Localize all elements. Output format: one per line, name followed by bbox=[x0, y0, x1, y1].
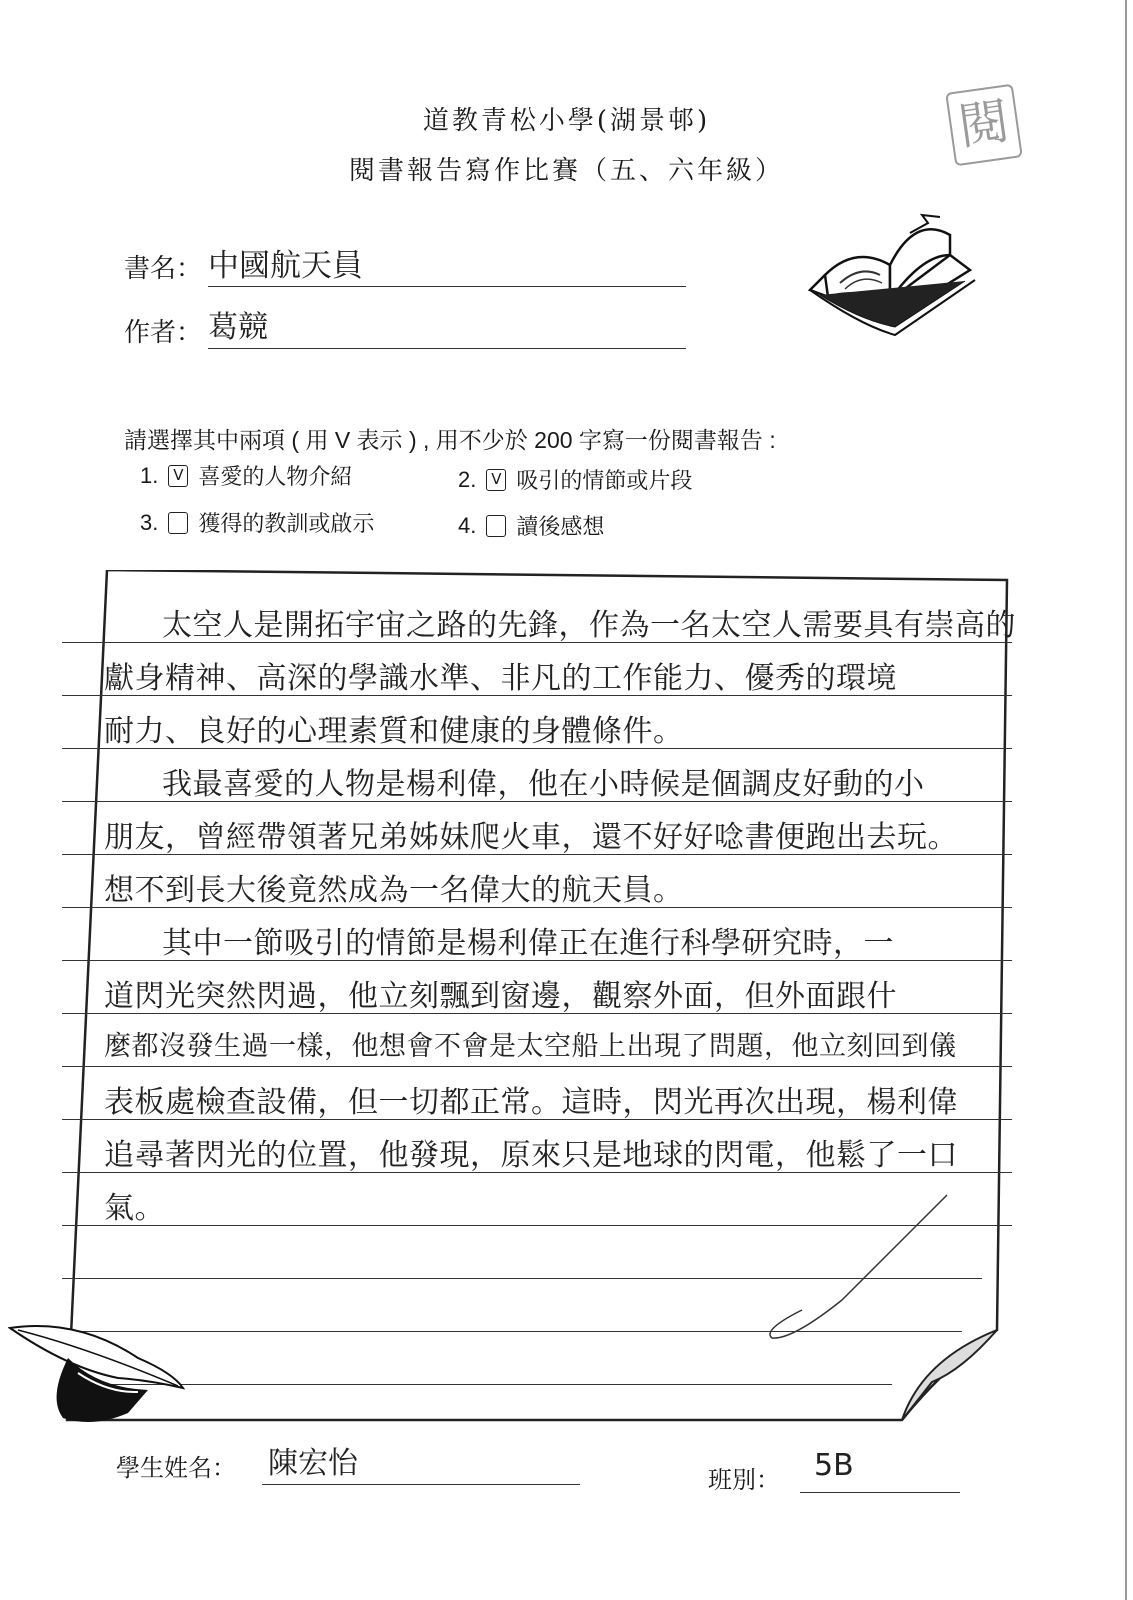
report-line-4: 我最喜愛的人物是楊利偉，他在小時候是個調皮好動的小 bbox=[162, 767, 925, 802]
report-line-7: 其中一節吸引的情節是楊利偉正在進行科學研究時，一 bbox=[162, 926, 894, 961]
quill-pen-icon bbox=[8, 1318, 188, 1428]
report-line-5: 朋友，曾經帶領著兄弟姊妹爬火車，還不好好唸書便跑出去玩。 bbox=[104, 820, 958, 855]
class-label: 班別： bbox=[708, 1466, 780, 1494]
report-line-11: 追尋著閃光的位置，他發現，原來只是地球的閃電，他鬆了一口 bbox=[104, 1138, 958, 1173]
report-line-8: 道閃光突然閃過，他立刻飄到窗邊，觀察外面，但外面跟什 bbox=[104, 979, 897, 1014]
book-title-text: 中國航天員 bbox=[208, 248, 363, 284]
book-title-value bbox=[208, 240, 686, 287]
student-name-label: 學生姓名： bbox=[116, 1454, 236, 1482]
report-line-9: 麼都沒發生過一樣，他想會不會是太空船上出現了問題，他立刻回到儀 bbox=[104, 1031, 957, 1062]
option-number: 2. bbox=[458, 466, 477, 492]
option-2 bbox=[458, 464, 692, 495]
option-number: 1. bbox=[140, 462, 159, 488]
class-text: 5B bbox=[814, 1448, 854, 1483]
read-stamp: 閱 bbox=[945, 84, 1023, 167]
student-name-value bbox=[262, 1438, 580, 1485]
checkbox-empty[interactable] bbox=[168, 512, 188, 534]
option-number: 3. bbox=[140, 509, 159, 535]
report-line-1: 太空人是開拓宇宙之路的先鋒，作為一名太空人需要具有崇高的 bbox=[162, 608, 1016, 643]
book-title-label: 書名： bbox=[124, 254, 203, 284]
option-label: 獲得的教訓或啟示 bbox=[198, 511, 375, 536]
report-line-12: 氣。 bbox=[104, 1191, 165, 1226]
author-label: 作者： bbox=[124, 318, 203, 348]
option-1 bbox=[140, 460, 352, 491]
writing-paper bbox=[62, 570, 1016, 1446]
closing-stroke bbox=[762, 1190, 962, 1350]
school-name: 道教青松小學(湖景邨) bbox=[422, 106, 711, 136]
open-book-icon bbox=[800, 205, 980, 355]
checkbox-empty[interactable] bbox=[486, 515, 506, 537]
option-3 bbox=[140, 507, 374, 538]
author-text: 葛競 bbox=[208, 310, 268, 345]
report-line-6: 想不到長大後竟然成為一名偉大的航天員。 bbox=[104, 873, 684, 908]
option-label: 吸引的情節或片段 bbox=[516, 468, 693, 493]
ruled-line bbox=[62, 1066, 1012, 1067]
student-name-text: 陳宏怡 bbox=[268, 1446, 358, 1481]
option-4 bbox=[458, 510, 604, 541]
class-value bbox=[800, 1448, 960, 1493]
contest-title: 閱書報告寫作比賽（五、六年級） bbox=[348, 156, 784, 186]
report-line-2: 獻身精神、高深的學識水準、非凡的工作能力、優秀的環境 bbox=[104, 661, 897, 696]
author-value bbox=[208, 302, 686, 349]
option-number: 4. bbox=[458, 512, 477, 538]
checkbox-checked[interactable]: V bbox=[168, 465, 188, 487]
option-label: 喜愛的人物介紹 bbox=[198, 464, 353, 489]
report-line-3: 耐力、良好的心理素質和健康的身體條件。 bbox=[104, 714, 684, 749]
paper-edge bbox=[1125, 0, 1127, 1600]
instructions-text: 請選擇其中兩項 ( 用 V 表示 ) , 用不少於 200 字寫一份閱書報告 : bbox=[124, 427, 776, 453]
option-label: 讀後感想 bbox=[516, 514, 605, 539]
report-line-10: 表板處檢查設備，但一切都正常。這時，閃光再次出現，楊利偉 bbox=[104, 1085, 958, 1120]
checkbox-checked[interactable]: V bbox=[486, 469, 506, 491]
